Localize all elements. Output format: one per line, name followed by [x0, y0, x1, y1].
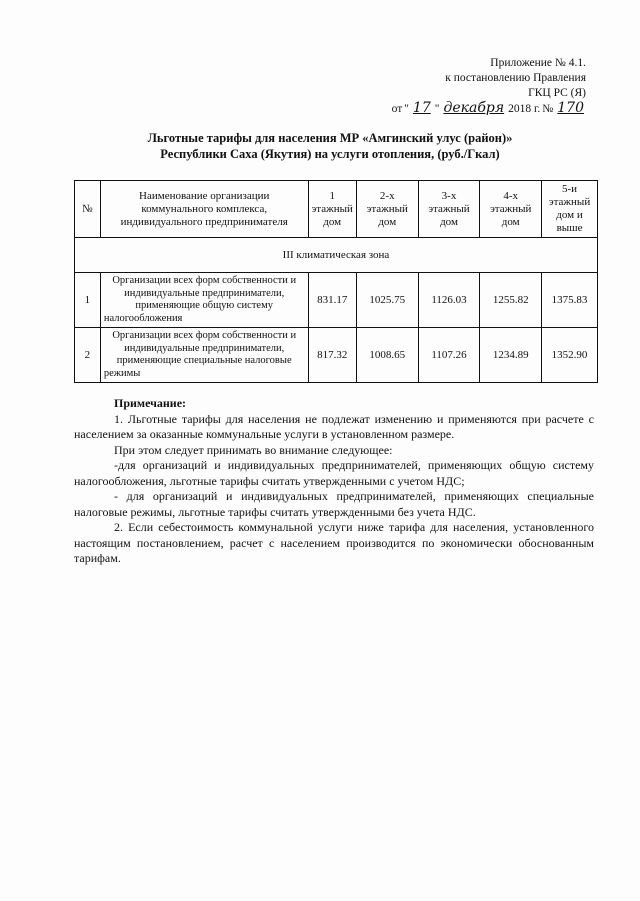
notes-section [74, 396, 594, 567]
header-1-floor: 1 этажный дом [308, 181, 356, 238]
date-quote-open: " [404, 103, 409, 115]
note-paragraph: 2. Если себестоимость коммунальной услуги ниже тарифа для населения, установленного настоящим постановлением, расчет с населением производится по экономически обоснованным тарифам. [74, 520, 594, 565]
tariff-value: 1126.03 [418, 273, 480, 328]
note-paragraph: 1. Льготные тарифы для населения не подлежат изменению и применяются при расчете с населением за оказанные коммунальные услуги в установленном размере. [74, 411, 594, 441]
header-5-floor-plus: 5-и этажный дом и выше [542, 181, 598, 238]
annex-reference: к постановлению Правления [445, 72, 586, 84]
annex-date-line [366, 101, 586, 117]
header-organization: Наименование организации коммунального комплекса, индивидуального предпринимателя [100, 181, 308, 238]
resolution-number: 170 [557, 100, 584, 116]
tariff-value: 1352.90 [542, 328, 598, 383]
row-organization: Организации всех форм собственности и индивидуальные предприниматели, применяющие общую систему налогообложения [100, 273, 308, 328]
note-paragraph: При этом следует принимать во внимание следующее: [114, 442, 393, 457]
tariff-value: 1107.26 [418, 328, 480, 383]
tariff-value: 831.17 [308, 273, 356, 328]
document-title [60, 130, 600, 162]
tariff-table [74, 180, 598, 383]
date-day: 17 [412, 100, 431, 116]
header-number: № [75, 181, 101, 238]
table-row [75, 273, 598, 328]
tariff-value: 1008.65 [356, 328, 418, 383]
header-4-floor: 4-х этажный дом [480, 181, 542, 238]
tariff-value: 1255.82 [480, 273, 542, 328]
note-paragraph: -для организаций и индивидуальных предпринимателей, применяющих общую систему налогообложения, льготные тарифы считать утвержденными с учетом НДС; [74, 458, 594, 488]
row-number: 2 [75, 328, 101, 383]
row-organization: Организации всех форм собственности и индивидуальные предприниматели, применяющие специальные налоговые режимы [100, 328, 308, 383]
climate-zone: III климатическая зона [75, 238, 598, 273]
tariff-value: 1025.75 [356, 273, 418, 328]
title-line-1: Льготные тарифы для населения МР «Амгинский улус (район)» [147, 131, 513, 145]
date-quote-close: " [434, 103, 440, 115]
number-label: № [542, 103, 554, 115]
notes-heading: Примечание: [114, 396, 187, 410]
annex-authority: ГКЦ РС (Я) [528, 87, 586, 99]
table-row [75, 328, 598, 383]
zone-row [75, 238, 598, 273]
annex-header [366, 56, 586, 117]
tariff-value: 1234.89 [480, 328, 542, 383]
date-prefix: от [391, 103, 403, 115]
title-line-2: Республики Саха (Якутия) на услуги отопления, (руб./Гкал) [160, 147, 500, 161]
annex-number: Приложение № 4.1. [490, 57, 586, 69]
row-number: 1 [75, 273, 101, 328]
date-month: декабря [443, 100, 505, 116]
note-paragraph: - для организаций и индивидуальных предпринимателей, применяющих специальные налоговые режимы, льготные тарифы считать утвержденными без учета НДС. [74, 489, 594, 519]
table-header-row [75, 181, 598, 238]
header-3-floor: 3-х этажный дом [418, 181, 480, 238]
tariff-value: 817.32 [308, 328, 356, 383]
date-year: 2018 г. [508, 103, 541, 115]
tariff-value: 1375.83 [542, 273, 598, 328]
header-2-floor: 2-х этажный дом [356, 181, 418, 238]
